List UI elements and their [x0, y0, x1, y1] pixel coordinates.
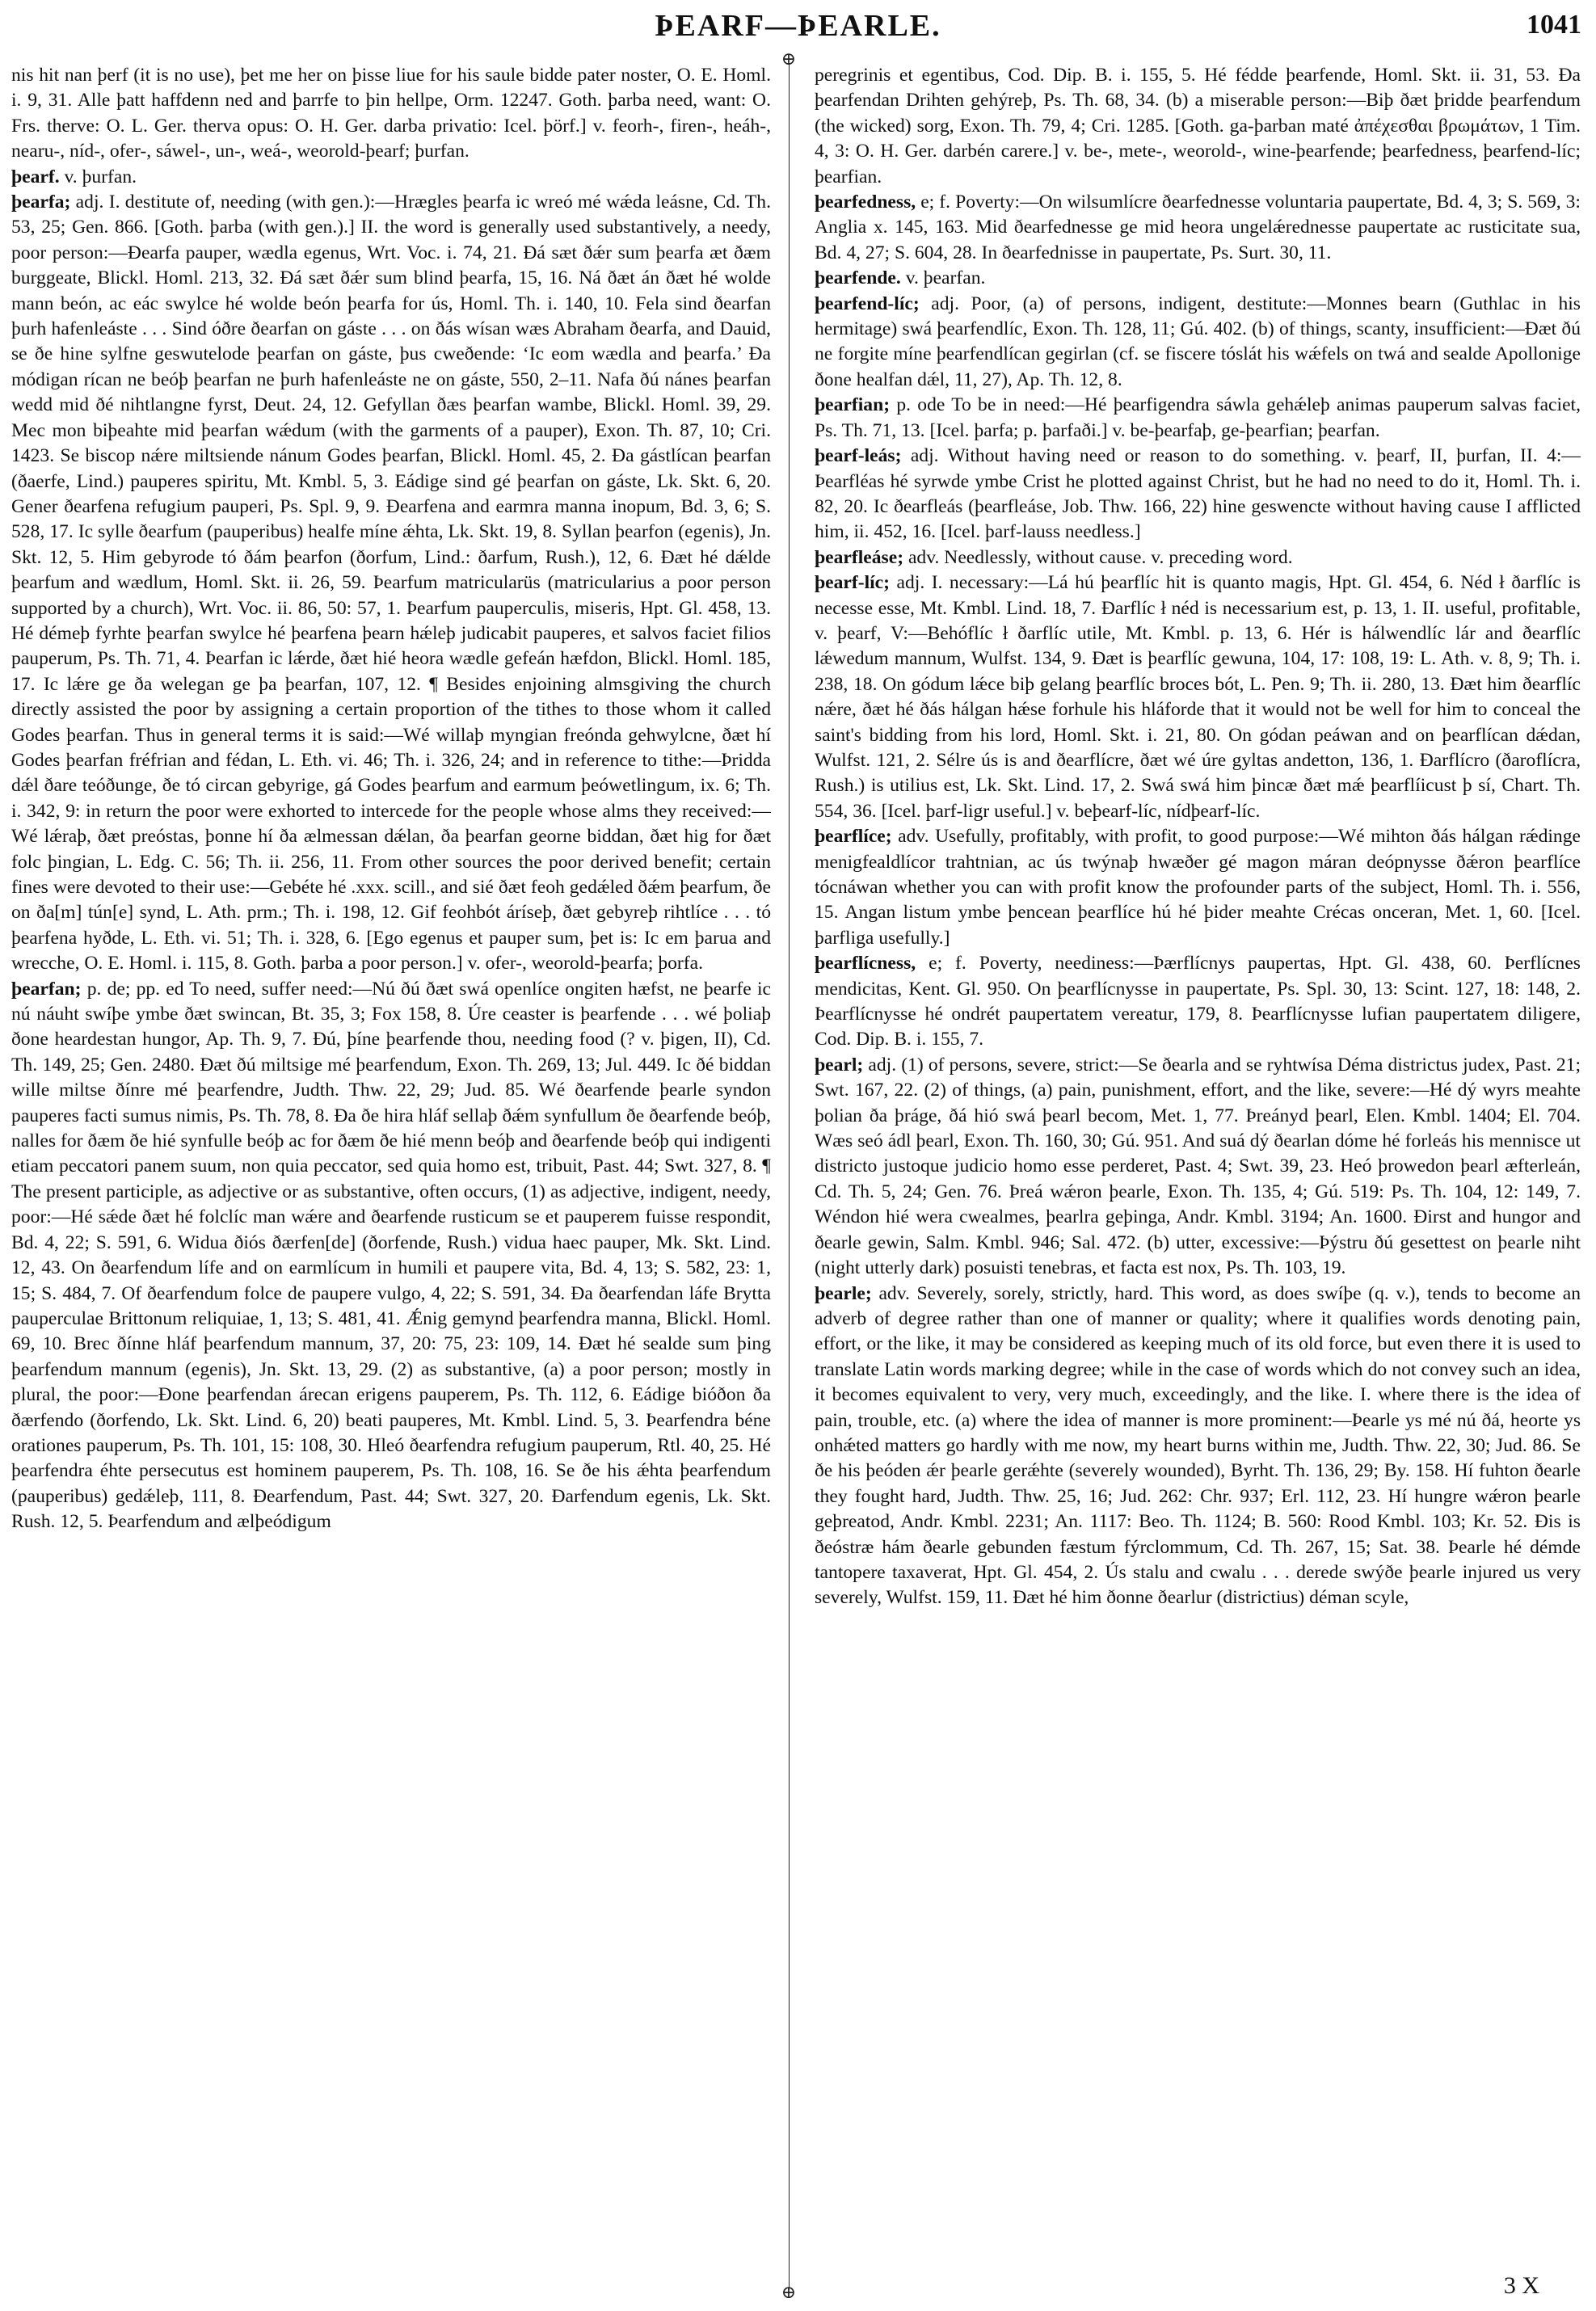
entry-text: peregrinis et egentibus, Cod. Dip. B. i. 155, 5. Hé fédde þearfende, Homl. Skt. ii. 31, 53. Ða þearfendan Drihten gehýreþ, Ps. Th. 68, 34. (b) a miserable person:—Biþ ðæt þridde þearfendum (the wicked) sorg, Exon. Th. 79, 4; Cri. 1285. [Goth. ga-þarban maté ἀπέχεσθαι βρωμάτων, 1 Tim. 4, 3: O. H. Ger. darbén carere.] v. be-, mete-, weorold-, wine-þearfende; þearfedness, þearfend-líc; þearfian.	[815, 65, 1581, 187]
dictionary-entry	[815, 292, 1581, 394]
entry-headword: þearfend-líc;	[815, 293, 920, 314]
entry-text: e; f. Poverty:—On wilsumlícre ðearfednesse voluntaria paupertate, Bd. 4, 3; S. 569, 3: Anglia x. 145, 163. Mid ðearfednesse ge mid heora ungelǽrednesse paupertate ac rusticitate sua, Bd. 4, 27; S. 604, 28. In ðearfednisse in paupertate, Ps. Surt. 30, 11.	[815, 192, 1581, 263]
entry-text: p. ode To be in need:—Hé þearfigendra sáwla gehǽleþ animas pauperum salvas faciet, Ps. Th. 71, 13. [Icel. þarfa; p. þarfaði.] v. be-þearfaþ, ge-þearfian; þearfan.	[815, 394, 1581, 441]
entry-headword: þearl;	[815, 1054, 864, 1076]
dictionary-entry	[11, 63, 771, 165]
entry-headword: þearflícness,	[815, 953, 916, 974]
dictionary-entry	[815, 951, 1581, 1053]
entry-headword: þearf-leás;	[815, 445, 902, 467]
dictionary-entry	[11, 190, 771, 977]
dictionary-entry	[815, 545, 1581, 570]
entry-text: nis hit nan þerf (it is no use), þet me her on þisse liue for his saule bidde pater noster, O. E. Homl. i. 9, 31. Alle þatt haffdenn ned and þarrfe to þin hellpe, Orm. 12247. Goth. þarba need, want: O. Frs. therve: O. L. Ger. therva opus: O. H. Ger. darba privatio: Icel. þörf.] v. feorh-, firen-, heáh-, nearu-, níd-, ofer-, sáwel-, un-, weá-, weorold-þearf; þurfan.	[11, 65, 771, 162]
dictionary-entry	[815, 63, 1581, 190]
dictionary-entry	[815, 570, 1581, 824]
dictionary-entry	[815, 824, 1581, 951]
column-divider	[789, 63, 790, 2290]
entry-text: adj. Poor, (a) of persons, indigent, destitute:—Monnes bearn (Guthlac in his hermitage) swá þearfendlíc, Exon. Th. 128, 11; Gú. 402. (b) of things, scanty, insufficient:—Ðæt ðú ne forgite míne þearfendlícan gegirlan (cf. se fiscere tóslát his wǽfels on twá and sealde Apollonige ðone healfan dǽl, 11, 27), Ap. Th. 12, 8.	[815, 293, 1581, 390]
entry-text: adj. Without having need or reason to do something. v. þearf, II, þurfan, II. 4:—Þearfléas hé syrwde ymbe Crist he plotted against Christ, but he had no need to do it, Homl. Th. i. 82, 20. Ic ðearfleás (þearfleáse, Job. Thw. 166, 22) hine geswencte without having cause I afflicted him, ii. 452, 16. [Icel. þarf-lauss needless.]	[815, 445, 1581, 543]
entry-text: v. þearfan.	[900, 267, 986, 289]
page-header	[0, 8, 1596, 50]
entry-text: adv. Usefully, profitably, with profit, to good purpose:—Wé mihton ðás hálgan rǽdinge menigfealdlícor trahtnian, ac ús twýnaþ hwæðer gé magon máran deópnysse ðǽron þearflíce tócnáwan whether you can with profit know the profounder parts of the subject, Homl. Th. i. 556, 15. Angan listum ymbe þencean þearflíce hú hé þider meahte Crécas onceran, Met. 1, 60. [Icel. þarfliga usefully.]	[815, 826, 1581, 949]
entry-headword: þearfedness,	[815, 192, 916, 213]
entry-text: adj. (1) of persons, severe, strict:—Se ðearla and se ryhtwísa Déma districtus judex, Past. 21; Swt. 167, 22. (2) of things, (a) pain, punishment, effort, and the like, severe:—Hé dý wyrs meahte þolian ða þráge, ðá hió swá þearl becom, Met. 1, 77. Þreányd þearl, Elen. Kmbl. 1404; El. 704. Wæs seó ádl þearl, Exon. Th. 160, 30; Gú. 951. And suá dý ðearlan dóme hé forleás his mennisce ut districto justoque judicio homo esse perderet, Past. 4; Swt. 39, 23. Heó þrowedon þearl æfterleán, Cd. Th. 5, 24; Gen. 76. Þreá wǽron þearle, Exon. Th. 135, 4; Gú. 519: Ps. Th. 104, 12: 149, 7. Wéndon hié wera cwealmes, þearlra geþinga, Andr. Kmbl. 3194; An. 1600. Ðirst and hungor and ðearle gewin, Salm. Kmbl. 946; Sal. 472. (b) utter, excessive:—Þýstru ðú gesettest on þearle niht (night utterly dark) posuisti tenebras, et facta est nox, Ps. Th. 103, 19.	[815, 1054, 1581, 1279]
running-title: ÞEARF—ÞEARLE.	[655, 9, 941, 43]
left-column	[11, 63, 771, 2277]
entry-headword: þearfende.	[815, 267, 901, 289]
dictionary-entry	[815, 444, 1581, 545]
entry-headword: þearf-líc;	[815, 572, 891, 594]
entry-text: adj. I. necessary:—Lá hú þearflíc hit is quanto magis, Hpt. Gl. 454, 6. Néd ł ðarflíc is necesse esse, Mt. Kmbl. Lind. 18, 7. Ðarflíc ł néd is necessarium est, p. 13, 1. II. useful, profitable, v. þearf, V:—Behóflíc ł ðarflíc utile, Mt. Kmbl. p. 13, 6. Hér is hálwendlíc lár and ðearflíc lǽwedum mannum, Wulfst. 134, 9. Ðæt is þearflíc gewuna, 104, 17: 108, 19: L. Ath. v. 8, 9; Th. i. 238, 18. On gódum lǽce biþ gelang þearflíc broces bót, L. Pen. 9; Th. ii. 280, 13. Ðæt him ðearflíc nǽre, ðæt hé ðás hálgan hǽse forhule his hláforde that it would not be well for him to conceal the saint's bidding from his lord, Homl. Skt. i. 21, 80. On gódan peáwan and on þearflícan dǽdan, Wulfst. 121, 2. Sélre ús is and ðearflícre, ðæt wé úre gyltas andetton, 136, 1. Ðarflícro (ðaroflícra, Rush.) is utilius est, Lk. Skt. Lind. 17, 2. Swá swá him þincæ ðæt mǽ þearflíicust þ sí, Chart. Th. 554, 36. [Icel. þarf-ligr useful.] v. beþearf-líc, nídþearf-líc.	[815, 572, 1581, 822]
entry-headword: þearfleáse;	[815, 546, 904, 568]
dictionary-entry	[11, 165, 771, 190]
dictionary-entry	[815, 266, 1581, 291]
dictionary-entry	[11, 977, 771, 1535]
entry-text: e; f. Poverty, neediness:—Þærflícnys paupertas, Hpt. Gl. 438, 60. Þerflícnes mendicitas, Kent. Gl. 950. On þearflícnysse in paupertate, Ps. Spl. 30, 13: Scint. 127, 18: 148, 2. Þearflícnysse hé ondrét paupertatem vereatur, 179, 8. Þearflícnysse lufian paupertatem diligere, Cod. Dip. B. i. 155, 7.	[815, 953, 1581, 1050]
dictionary-entry	[815, 190, 1581, 266]
entry-text: p. de; pp. ed To need, suffer need:—Nú ðú ðæt swá openlíce ongiten hæfst, ne þearfe ic nú náuht swíþe ymbe ðæt swincan, Bt. 35, 3; Fox 158, 8. Úre ceaster is þearfende . . . wé þoliaþ ðone heardestan hungor, Ap. Th. 9, 7. Ðú, þíne þearfende thou, needing food (? v. þigen, II), Cd. Th. 149, 25; Gen. 2480. Ðæt ðú miltsige mé þearfendum, Exon. Th. 269, 13; Jul. 449. Ic ðé biddan wille miltse ðínre mé þearfendre, Judth. Thw. 22, 29; Jud. 85. Wé ðearfende þearle syndon pauperes facti sumus nimis, Ps. Th. 78, 8. Ða ðe hira hláf sellaþ ðǽm synfullum ðe ðearfende beóþ, nalles for ðæm ðe hié synfulle beóþ ac for ðæm ðe hié menn beóþ and ðearfende beóþ qui indigenti etiam peccatori panem suum, non quia peccator, sed quia homo est, tribuit, Past. 44; Swt. 327, 8. ¶ The present participle, as adjective or as substantive, often occurs, (1) as adjective, indigent, needy, poor:—Hé sǽde ðæt hé folclíc man wǽre and ðearfende rusticum se et pauperem fuisse respondit, Bd. 4, 22; S. 591, 6. Widua ðiós ðærfen[de] (ðorfende, Rush.) vidua haec pauper, Mk. Skt. Lind. 12, 43. On ðearfendum lífe and on earmlícum in humili et paupere vita, Bd. 4, 13; S. 582, 23: 1, 15; S. 484, 7. Of ðearfendum folce de paupere vulgo, 4, 22; S. 591, 34. Ða ðearfendan láfe Brytta pauperculae Brittonum reliquiae, 1, 13; S. 481, 41. Ǽnig gemynd þearfendra manna, Blickl. Homl. 69, 10. Brec ðínne hláf þearfendum mannum, 37, 20: 75, 23: 109, 14. Ðæt hé sealde sum þing þearfendum mannum (egenis), Jn. Skt. 13, 29. (2) as substantive, (a) a poor person; mostly in plural, the poor:—Ðone þearfendan árecan erigens pauperem, Ps. Th. 112, 6. Eádige bióðon ða ðærfendo (ðorfendo, Lk. Skt. Lind. 6, 20) beati pauperes, Mt. Kmbl. Lind. 5, 3. Þearfendra béne orationes pauperum, Ps. Th. 101, 15: 108, 30. Hleó ðearfendra refugium pauperum, Rtl. 40, 25. Hé þearfendra éhte persecutus est hominem pauperem, Ps. Th. 108, 16. Se ðe his ǽhta þearfendum (pauperibus) gedǽleþ, 111, 8. Ðearfendum, Past. 44; Swt. 327, 20. Ðarfendum egenis, Lk. Skt. Rush. 12, 5. Þearfendum and ælþeódigum	[11, 978, 771, 1533]
entry-text: adv. Needlessly, without cause. v. preceding word.	[903, 546, 1293, 568]
entry-text: adv. Severely, sorely, strictly, hard. This word, as does swíþe (q. v.), tends to become an adverb of degree rather than one of manner or quality; where it qualifies words denoting pain, effort, or the like, it may be considered as keeping much of its old force, but even there it is used to translate Latin words marking degree; while in the case of words which do not convey such an idea, it becomes equivalent to very, very much, exceedingly, and the like. I. where there is the idea of pain, trouble, etc. (a) where the idea of manner is more prominent:—Þearle ys mé nú ðá, heorte ys onhǽted matters go hardly with me now, my heart burns within me, Judth. Thw. 22, 30; Jud. 86. Se ðe his þeóden ǽr þearle gerǽhte (severely wounded), Byrht. Th. 136, 29; By. 158. Hí fuhton ðearle they fought hard, Judth. Thw. 25, 16; Jud. 262: Chr. 937; Erl. 112, 23. Hí hungre wǽron þearle geþreatod, Andr. Kmbl. 2231; An. 1117: Beo. Th. 1124; B. 560: Rood Kmbl. 103; Kr. 52. Ðis is ðeóstræ hám ðearle gebunden fæstum fýrclommum, Cd. Th. 267, 15; Sat. 38. Þearle hé démde tantopere taxaverat, Hpt. Gl. 454, 2. Ús stalu and cwalu . . . derede swýðe þearle injured us very severely, Wulfst. 159, 11. Ðæt hé him ðonne ðearlur (districtius) déman scyle,	[815, 1282, 1581, 1609]
entry-headword: þearfa;	[11, 192, 71, 213]
right-column	[815, 63, 1581, 2277]
binding-mark-top: ⊕	[781, 48, 797, 69]
page-number: 1041	[1527, 10, 1581, 40]
dictionary-entry	[815, 393, 1581, 444]
entry-headword: þearle;	[815, 1282, 872, 1304]
entry-headword: þearfan;	[11, 978, 82, 1000]
entry-text: v. þurfan.	[59, 166, 137, 187]
entry-text: adj. I. destitute of, needing (with gen.):—Hrægles þearfa ic wreó mé wǽda leásne, Cd. Th. 53, 25; Gen. 866. [Goth. þarba (with gen.).] II. the word is generally used substantively, a needy, poor person:—Ðearfa pauper, wædla egenus, Wrt. Voc. i. 74, 21. Ðá sæt ðǽr sum þearfa æt ðæm burggeate, Blickl. Homl. 213, 32. Ðá sæt ðǽr sum blind þearfa, 15, 16. Ná ðæt án ðæt hé wolde mann beón, ac eác swylce hé wolde beón þearfa for ús, Homl. Th. i. 140, 10. Fela sind ðearfan þurh hafenleáste . . . Sind óðre ðearfan on gáste . . . on ðás wísan wæs Abraham ðearfa, and Dauid, se ðe hine sylfne geswutelode þearfan on gáste, þus cweðende: ‘Ic eom wædla and þearfa.’ Ða módigan rícan ne beóþ þearfan ne þurh hafenleáste ne on gáste, 550, 2–11. Nafa ðú nánes þearfan wedd mid ðé nihtlangne fyrst, Deut. 24, 12. Gefyllan ðæs þearfan wambe, Blickl. Homl. 39, 29. Mec mon biþeahte mid þearfan wǽdum (with the garments of a pauper), Exon. Th. 87, 10; Cri. 1423. Se biscop nǽre miltsiende nánum Godes þearfan, Blickl. Homl. 45, 2. Ða gástlícan þearfan (ðaerfe, Lind.) pauperes spiritu, Mt. Kmbl. 5, 3. Eádige sind gé þearfan on gáste, Lk. Skt. 6, 20. Gener ðearfena refugium pauperi, Ps. Spl. 9, 9. Ðearfena and earmra manna inopum, Bd. 3, 6; S. 528, 17. Ic sylle ðearfum (pauperibus) healfe míne ǽhta, Lk. Skt. 19, 8. Syllan þearfon (egenis), Jn. Skt. 12, 5. Him gebyrode tó ðám þearfon (ðorfum, Lind.: ðarfum, Rush.), 12, 6. Ðæt hé dǽlde þearfum and wædlum, Homl. Skt. ii. 26, 59. Þearfum matricularüs (matricularius a poor person supported by a church), Wrt. Voc. ii. 86, 50: 57, 1. Þearfum pauperculis, miseris, Hpt. Gl. 458, 13. Hé démeþ fyrhte þearfan swylce hé þearfena þearn hǽleþ judicabit pauperes, et salvos faciet filios pauperum, Ps. Th. 71, 4. Þearfan ic lǽrde, ðæt hié heora wædle gefeán hæfdon, Blickl. Homl. 185, 17. Ic lǽre ge ða welegan ge þa þearfan, 107, 12. ¶ Besides enjoining almsgiving the church directly assisted the poor by assigning a certain proportion of the tithes to those whom it called Godes þearfan. Thus in general terms it is said:—Wé willaþ myngian freónda gehwylcne, ðæt hí Godes þearfan fréfrian and fédan, L. Eth. vi. 46; Th. i. 326, 24; and in reference to tithe:—Þridda dǽl ðare teóðunge, ðe tó circan gebyrige, gá Godes þearfum and earmum þeówetlingum, ix. 6; Th. i. 342, 9: in return the poor were exhorted to intercede for the people whose alms they received:—Wé lǽraþ, ðæt preóstas, þonne hí ða ælmessan dǽlan, ða þearfan georne biddan, ðæt hig for ðæt folc þingian, L. Edg. C. 56; Th. ii. 256, 11. From other sources the poor derived benefit; certain fines were devoted to their use:—Gebéte hé .xxx. scill., and sié ðæt feoh gedǽled ðǽm þearfum, ðe on ða[m] tún[e] synd, L. Ath. prm.; Th. i. 198, 12. Gif feohbót áríseþ, ðæt gebyreþ rihtlíce . . . tó þearfena hyðde, L. Eth. vi. 51; Th. i. 328, 6. [Ego egenus et pauper sum, þet is: Ic em þarua and wrecche, O. E. Homl. i. 115, 8. Goth. þarba a poor person.] v. ofer-, weorold-þearfa; þorfa.	[11, 192, 771, 974]
entry-headword: þearflíce;	[815, 826, 892, 848]
dictionary-entry	[815, 1053, 1581, 1282]
signature-mark: 3 X	[1503, 2272, 1539, 2299]
dictionary-entry	[815, 1282, 1581, 1611]
binding-mark-bottom: ⊕	[781, 2282, 797, 2302]
entry-headword: þearfian;	[815, 394, 891, 416]
entry-headword: þearf.	[11, 166, 60, 187]
